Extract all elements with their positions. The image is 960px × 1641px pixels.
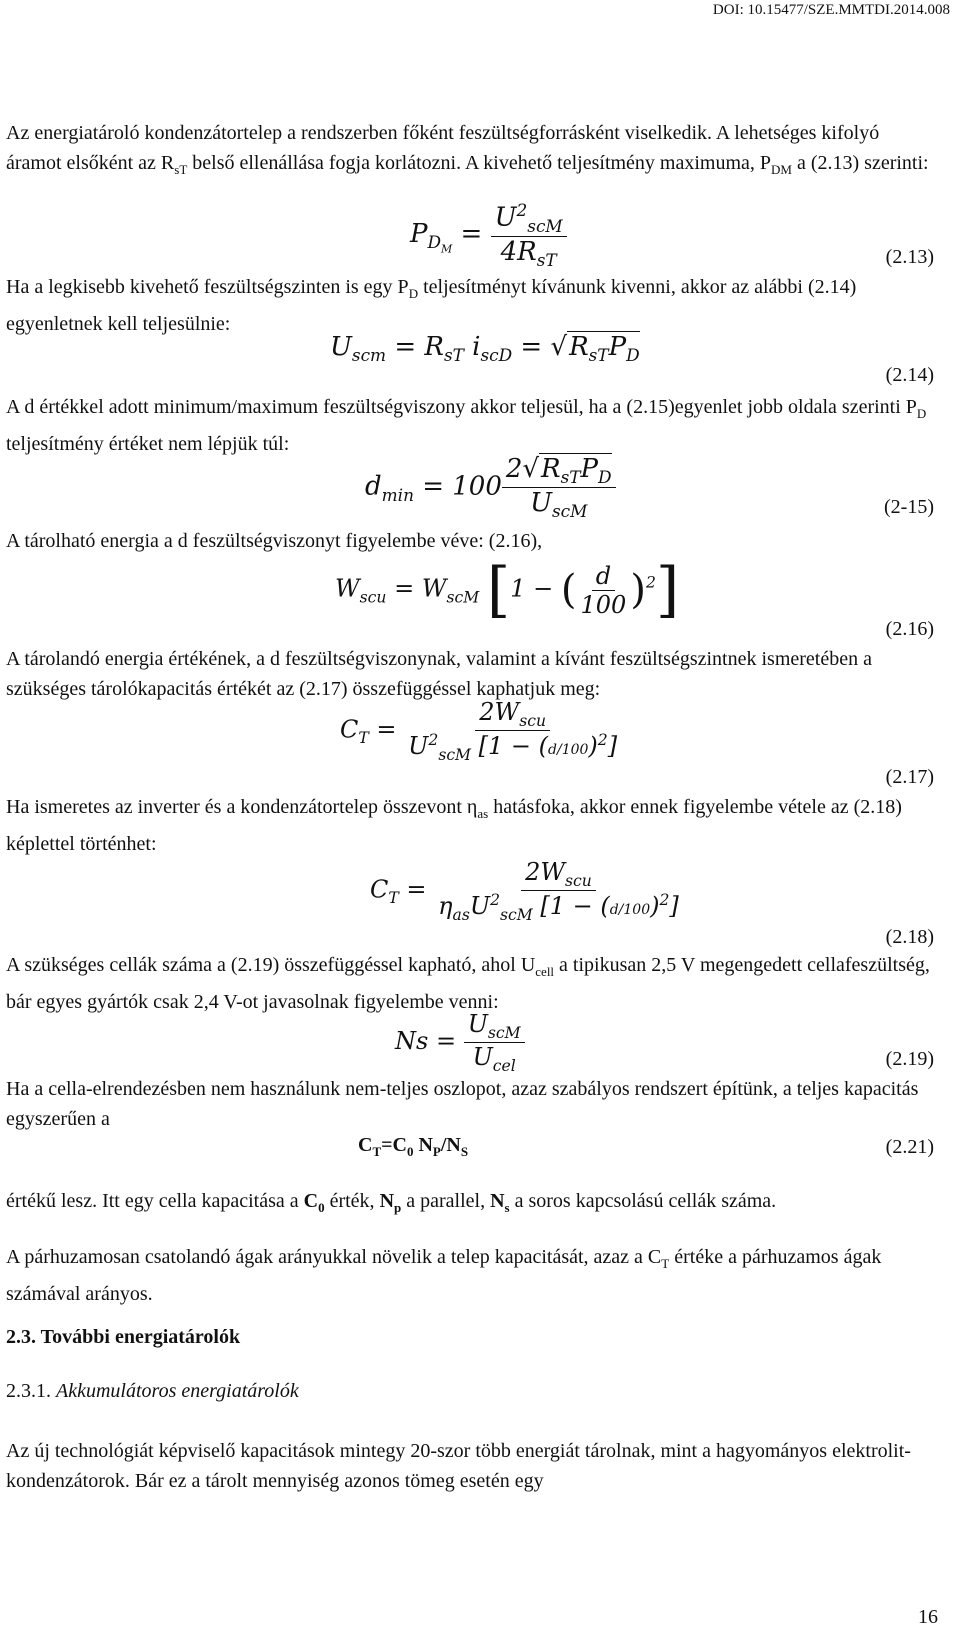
eq-number-2-13: (2.13)	[885, 246, 934, 268]
eq-number-2-15: (2-15)	[884, 496, 934, 518]
eq-number-2-18: (2.18)	[885, 926, 934, 948]
subsection-heading-2-3-1: 2.3.1. Akkumulátoros energiatárolók	[6, 1380, 299, 1402]
section-heading-2-3: 2.3. További energiatárolók	[6, 1326, 241, 1348]
equation-2-16: $W_{scu} = W_{scM}$ [1 − ( $\frac{d}{100}$ )$^2$]	[335, 555, 680, 625]
paragraph-3: A d értékkel adott minimum/maximum feszültségviszony akkor teljesül, ha a (2.15)egyenlet jobb oldala szerinti $P_D$ teljesítmény értéket nem lépjük túl:	[6, 396, 927, 455]
paragraph-9: értékű lesz. Itt egy cella kapacitása a $C_0$ érték, $N_p$ a parallel, $N_s$ a soros kapcsolású cellák száma.	[6, 1190, 777, 1215]
equation-2-17: $C_T$ = $\frac{2W_{scu}}{U^2_{scM} [1 - (d/100)^2]}$	[340, 698, 618, 764]
paragraph-11: Az új technológiát képviselő kapacitások mintegy 20-szor több energiát tárolnak, mint a hagyományos elektrolit-kondenzátorok. Bár ez a tárolt mennyiség azonos tömeg esetén egy	[6, 1440, 911, 1492]
paragraph-4: A tárolható energia a d feszültségviszonyt figyelembe véve: (2.16),	[6, 530, 543, 552]
eq-number-2-21: (2.21)	[885, 1136, 934, 1158]
equation-2-21: $C_T=C_0$ $N_P/N_S$	[358, 1134, 469, 1159]
doi-header: DOI: 10.15477/SZE.MMTDI.2014.008	[712, 2, 950, 18]
eq-number-2-14: (2.14)	[885, 364, 934, 386]
paragraph-2: Ha a legkisebb kivehető feszültségszinten is egy $P_D$ teljesítményt kívánunk kivenni, akkor az alábbi (2.14) egyenletnek kell teljesülnie:	[6, 276, 857, 335]
eq-number-2-19: (2.19)	[885, 1048, 934, 1070]
page-number: 16	[918, 1606, 938, 1628]
paragraph-10: A párhuzamosan csatolandó ágak arányukkal növelik a telep kapacitását, azaz a $C_T$ értéke a párhuzamos ágak számával arányos.	[6, 1246, 882, 1305]
eq-number-2-17: (2.17)	[885, 766, 934, 788]
paragraph-1: Az energiatároló kondenzátortelep a rendszerben főként feszültségforrásként viselkedik. A lehetséges kifolyó áramot elsőként az $R_{sT}$ belső ellenállása fogja korlátozni. A kivehető teljesítmény maximuma, $P_{DM}$ a (2.13) szerinti:	[6, 122, 929, 177]
equation-2-14: $U_{scm} = R_{sT}$ $i_{scD} = √R_{sT}P_D$	[330, 332, 640, 366]
equation-2-19: Ns = $\frac{U_{scM}}{U_{cel}}$	[395, 1010, 525, 1075]
equation-2-18: $C_T$ = $\frac{2W_{scu}}{\eta_{as}U^2_{scM} [1 - (d/100)^2]}$	[370, 858, 679, 924]
paragraph-6: Ha ismeretes az inverter és a kondenzátortelep összevont $\eta_{as}$ hatásfoka, akkor ennek figyelembe vétele az (2.18) képlettel történhet:	[6, 796, 902, 855]
equation-2-15: $d_{min} = 100$ $\frac{2√R_{sT}P_D}{U_{scM}}$	[365, 454, 616, 521]
paragraph-8: Ha a cella-elrendezésben nem használunk nem-teljes oszlopot, azaz szabályos rendszert építünk, a teljes kapacitás egyszerűen a	[6, 1078, 919, 1130]
paragraph-7: A szükséges cellák száma a (2.19) összefüggéssel kapható, ahol $U_{cell}$ a tipikusan 2,5 V megengedett cellafeszültség, bár egyes gyártók csak 2,4 V-ot javasolnak figyelembe venni:	[6, 954, 930, 1013]
eq-number-2-16: (2.16)	[885, 618, 934, 640]
equation-2-13: $P_{D_M}$ = $\frac{U^2_{scM}}{4R_{sT}}$	[410, 200, 567, 270]
paragraph-5: A tárolandó energia értékének, a d feszültségviszonynak, valamint a kívánt feszültségszintnek ismeretében a szükséges tárolókapacitás értékét az (2.17) összefüggéssel kaphatjuk meg:	[6, 648, 872, 700]
